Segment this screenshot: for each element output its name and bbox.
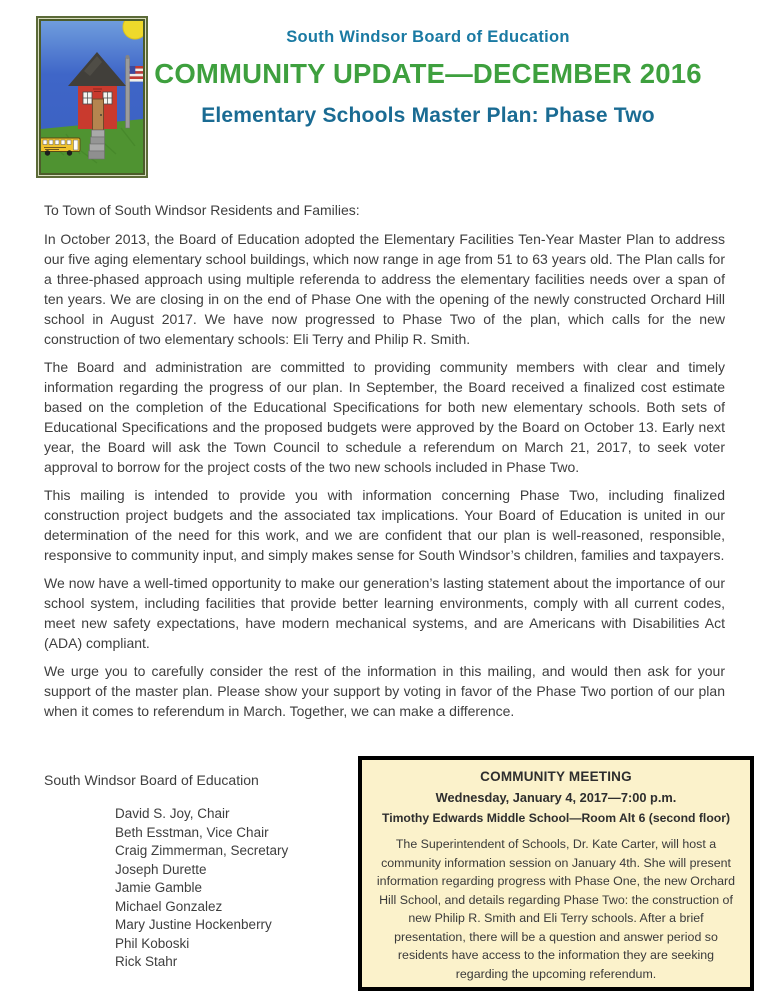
meeting-location: Timothy Edwards Middle School—Room Alt 6 (second floor) [381, 811, 731, 825]
board-member: Mary Justine Hockenberry [115, 917, 272, 932]
letter-paragraph: We urge you to carefully consider the rest of the information in this mailing, and would then ask for your support of the master plan. Please show your support by voting in favor of the Phase Two portion of our plan when it comes to referendum in March. Together, we can make a difference. [44, 663, 725, 719]
org-name-heading: South Windsor Board of Education [286, 28, 570, 46]
community-meeting-box [358, 756, 754, 991]
letter-paragraph: The Board and administration are committed to providing community members with clear and timely information regarding the progress of our plan. In September, the Board received a finalized cost estimate based on the completion of the Educational Specifications for both new elementary schools. Both sets of Educational Specifications and the proposed budgets were approved by the Board on October 13. Early next year, the Board will ask the Town Council to schedule a referendum on March 21, 2017, to seek voter approval to borrow for the project costs of the two new schools included in Phase Two. [44, 359, 725, 475]
schoolhouse-drawing-svg [36, 16, 148, 178]
board-member: David S. Joy, Chair [115, 806, 230, 821]
salutation: To Town of South Windsor Residents and Families: [44, 202, 360, 218]
board-member: Craig Zimmerman, Secretary [115, 843, 289, 858]
page-subtitle: Elementary Schools Master Plan: Phase Two [201, 104, 655, 127]
window [83, 92, 92, 104]
meeting-datetime: Wednesday, January 4, 2017—7:00 p.m. [435, 790, 677, 805]
meeting-title: COMMUNITY MEETING [480, 769, 632, 784]
board-member: Beth Esstman, Vice Chair [115, 824, 269, 840]
board-member: Joseph Durette [115, 861, 207, 877]
door [93, 99, 104, 130]
page-title: COMMUNITY UPDATE—DECEMBER 2016 [154, 58, 702, 89]
board-member: Phil Koboski [115, 935, 190, 951]
letter-paragraph: We now have a well-timed opportunity to make our generation’s lasting statement about the importance of our school system, including facilities that provide better learning environments, comply with all current codes, meet new safety expectations, have modern mechanical systems, and are Americans with Disabilities Act (ADA) compliant. [44, 575, 725, 651]
signature-org: South Windsor Board of Education [44, 772, 259, 788]
letter-paragraph: This mailing is intended to provide you with information concerning Phase Two, including finalized construction project budgets and the associated tax implications. Your Board of Education is united in our determination of the need for this work, and we are confident that our plan is well-reasoned, responsible, responsive to community input, and simply makes sense for South Windsor’s children, families and taxpayers. [44, 487, 725, 563]
schoolhouse-drawing-image [36, 16, 148, 178]
meeting-description: The Superintendent of Schools, Dr. Kate Carter, will host a community information session on January 4th. She will present information regarding progress with Phase One, the new Orchard Hill School, and details regarding Phase Two: the construction of new Philip R. Smith and Eli Terry schools. After a brief presentation, there will be a question and answer period so residents have access to the information they are seeking regarding the upcoming referendum. [376, 837, 736, 981]
letter-body [44, 200, 725, 729]
american-flag-icon [130, 66, 143, 82]
letter-paragraph: In October 2013, the Board of Education adopted the Elementary Facilities Ten-Year Master Plan to address our five aging elementary school buildings, which now range in age from 51 to 63 years old. The Plan calls for a three-phased approach using multiple referenda to address the elementary facilities needs over a span of ten years. We are closing in on the end of Phase One with the opening of the newly constructed Orchard Hill school in August 2017. We have now progressed to Phase Two of the plan, which calls for the new construction of two elementary schools: Eli Terry and Philip R. Smith. [44, 231, 725, 347]
board-member: Jamie Gamble [115, 880, 203, 895]
window [103, 92, 112, 104]
board-member-list [115, 805, 344, 972]
signature-block [44, 770, 344, 972]
board-member: Rick Stahr [115, 954, 178, 969]
board-member: Michael Gonzalez [115, 898, 223, 914]
